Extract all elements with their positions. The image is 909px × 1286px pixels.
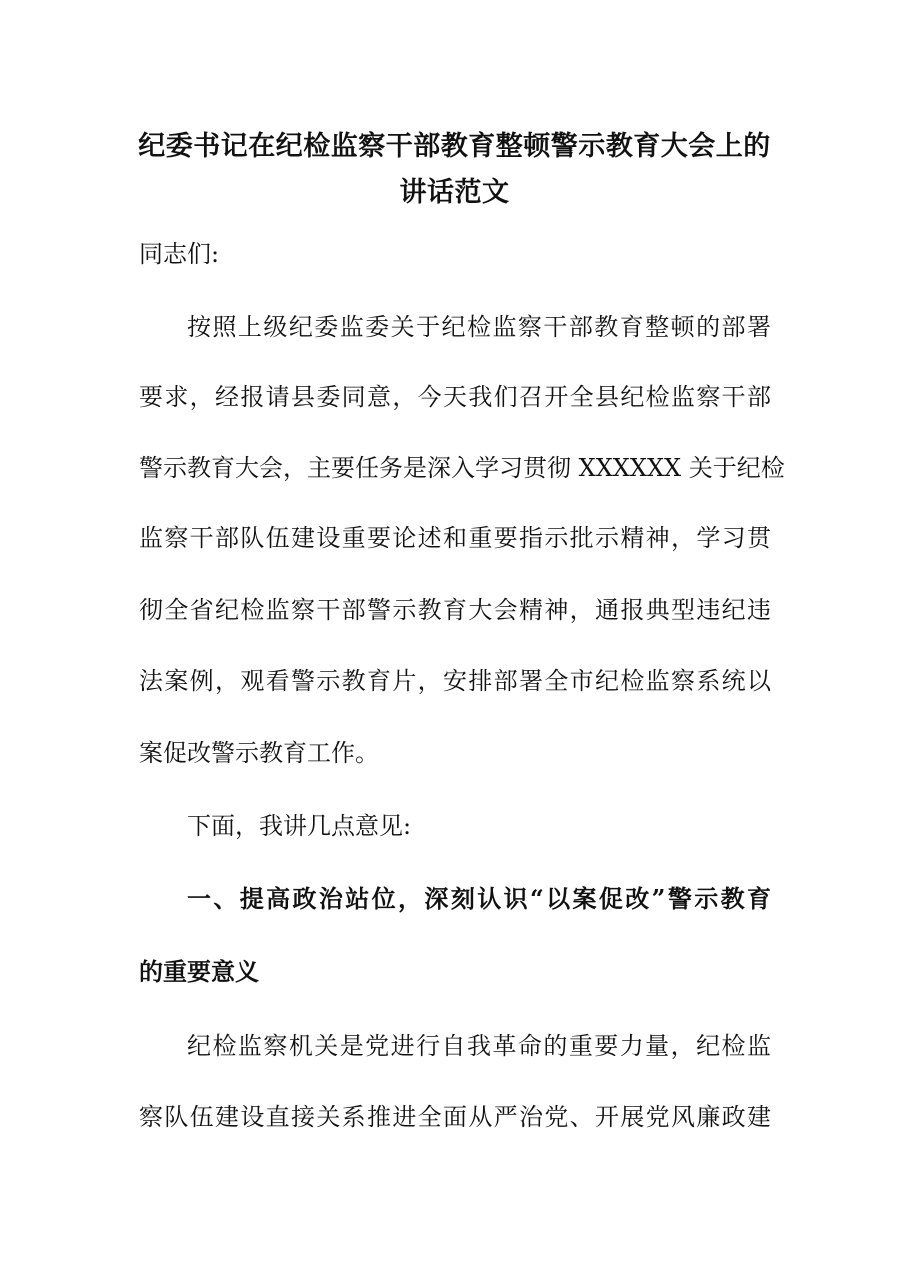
paragraph-1-line-6: 法案例，观看警示教育片，安排部署全市纪检监察系统以 xyxy=(139,667,771,695)
heading-1-line-2: 的重要意义 xyxy=(139,957,259,986)
paragraph-1-line-1: 按照上级纪委监委关于纪检监察干部教育整顿的部署 xyxy=(187,313,771,341)
paragraph-1-line-7: 案促改警示教育工作。 xyxy=(139,739,379,767)
heading-1-line-1: 一、提高政治站位，深刻认识“以案促改”警示教育 xyxy=(187,884,771,913)
paragraph-2: 下面，我讲几点意见: xyxy=(187,812,412,840)
paragraph-1-line-5: 彻全省纪检监察干部警示教育大会精神，通报典型违纪违 xyxy=(139,596,771,624)
paragraph-1-line-3: 警示教育大会，主要任务是深入学习贯彻 XXXXXX 关于纪检 xyxy=(139,454,785,482)
document-title-line-1: 纪委书记在纪检监察干部教育整顿警示教育大会上的 xyxy=(138,131,771,162)
document-title-line-2: 讲话范文 xyxy=(399,177,510,208)
paragraph-1-line-4: 监察干部队伍建设重要论述和重要指示批示精神，学习贯 xyxy=(139,524,771,552)
paragraph-3-line-2: 察队伍建设直接关系推进全面从严治党、开展党风廉政建 xyxy=(139,1103,771,1131)
paragraph-3-line-1: 纪检监察机关是党进行自我革命的重要力量，纪检监 xyxy=(187,1032,771,1060)
paragraph-1-line-2: 要求，经报请县委同意，今天我们召开全县纪检监察干部 xyxy=(139,383,771,411)
greeting: 同志们: xyxy=(139,240,220,268)
